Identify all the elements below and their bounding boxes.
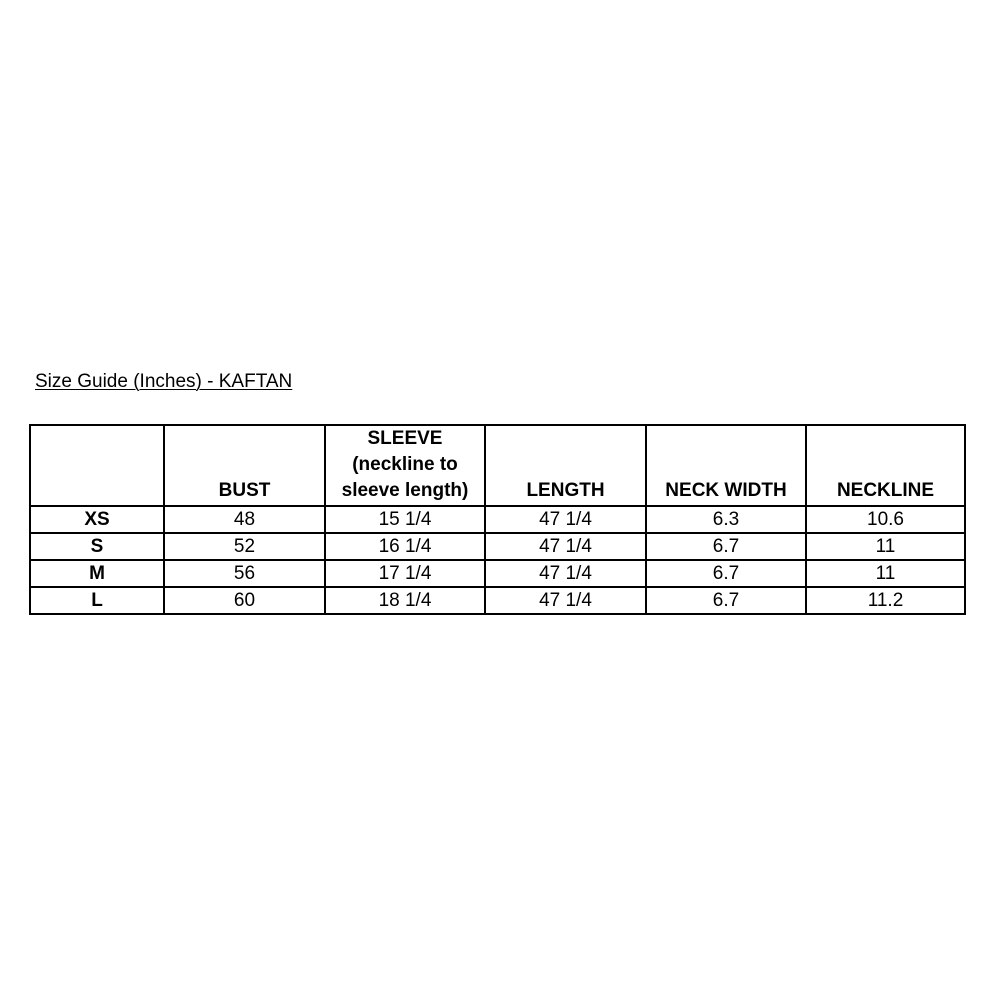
header-sleeve-line1: SLEEVE: [367, 428, 443, 449]
cell-size: XS: [30, 506, 164, 533]
size-guide-table: [29, 424, 966, 615]
cell-length: 47 1/4: [485, 560, 646, 587]
cell-neckline: 11.2: [806, 587, 965, 614]
header-row: [30, 425, 965, 506]
cell-sleeve: 15 1/4: [325, 506, 485, 533]
cell-neckline: 10.6: [806, 506, 965, 533]
cell-neckline: 11: [806, 533, 965, 560]
cell-length: 47 1/4: [485, 506, 646, 533]
header-bust: BUST: [164, 425, 325, 506]
cell-neck-width: 6.7: [646, 533, 806, 560]
table-row: [30, 587, 965, 614]
header-neckline: NECKLINE: [806, 425, 965, 506]
cell-bust: 48: [164, 506, 325, 533]
table-row: [30, 506, 965, 533]
header-sleeve-line2: (neckline to: [352, 454, 458, 475]
cell-bust: 60: [164, 587, 325, 614]
header-length: LENGTH: [485, 425, 646, 506]
cell-sleeve: 18 1/4: [325, 587, 485, 614]
header-neck-width: NECK WIDTH: [646, 425, 806, 506]
cell-length: 47 1/4: [485, 533, 646, 560]
cell-length: 47 1/4: [485, 587, 646, 614]
cell-bust: 52: [164, 533, 325, 560]
header-sleeve-line3: sleeve length): [341, 480, 469, 501]
cell-neck-width: 6.7: [646, 560, 806, 587]
header-sleeve: [325, 425, 485, 506]
cell-size: S: [30, 533, 164, 560]
cell-size: L: [30, 587, 164, 614]
cell-sleeve: 16 1/4: [325, 533, 485, 560]
table-row: [30, 533, 965, 560]
table-row: [30, 560, 965, 587]
cell-neck-width: 6.7: [646, 587, 806, 614]
cell-size: M: [30, 560, 164, 587]
header-size: [30, 425, 164, 506]
cell-bust: 56: [164, 560, 325, 587]
cell-neck-width: 6.3: [646, 506, 806, 533]
cell-neckline: 11: [806, 560, 965, 587]
cell-sleeve: 17 1/4: [325, 560, 485, 587]
size-guide-title: Size Guide (Inches) - KAFTAN: [35, 371, 293, 392]
